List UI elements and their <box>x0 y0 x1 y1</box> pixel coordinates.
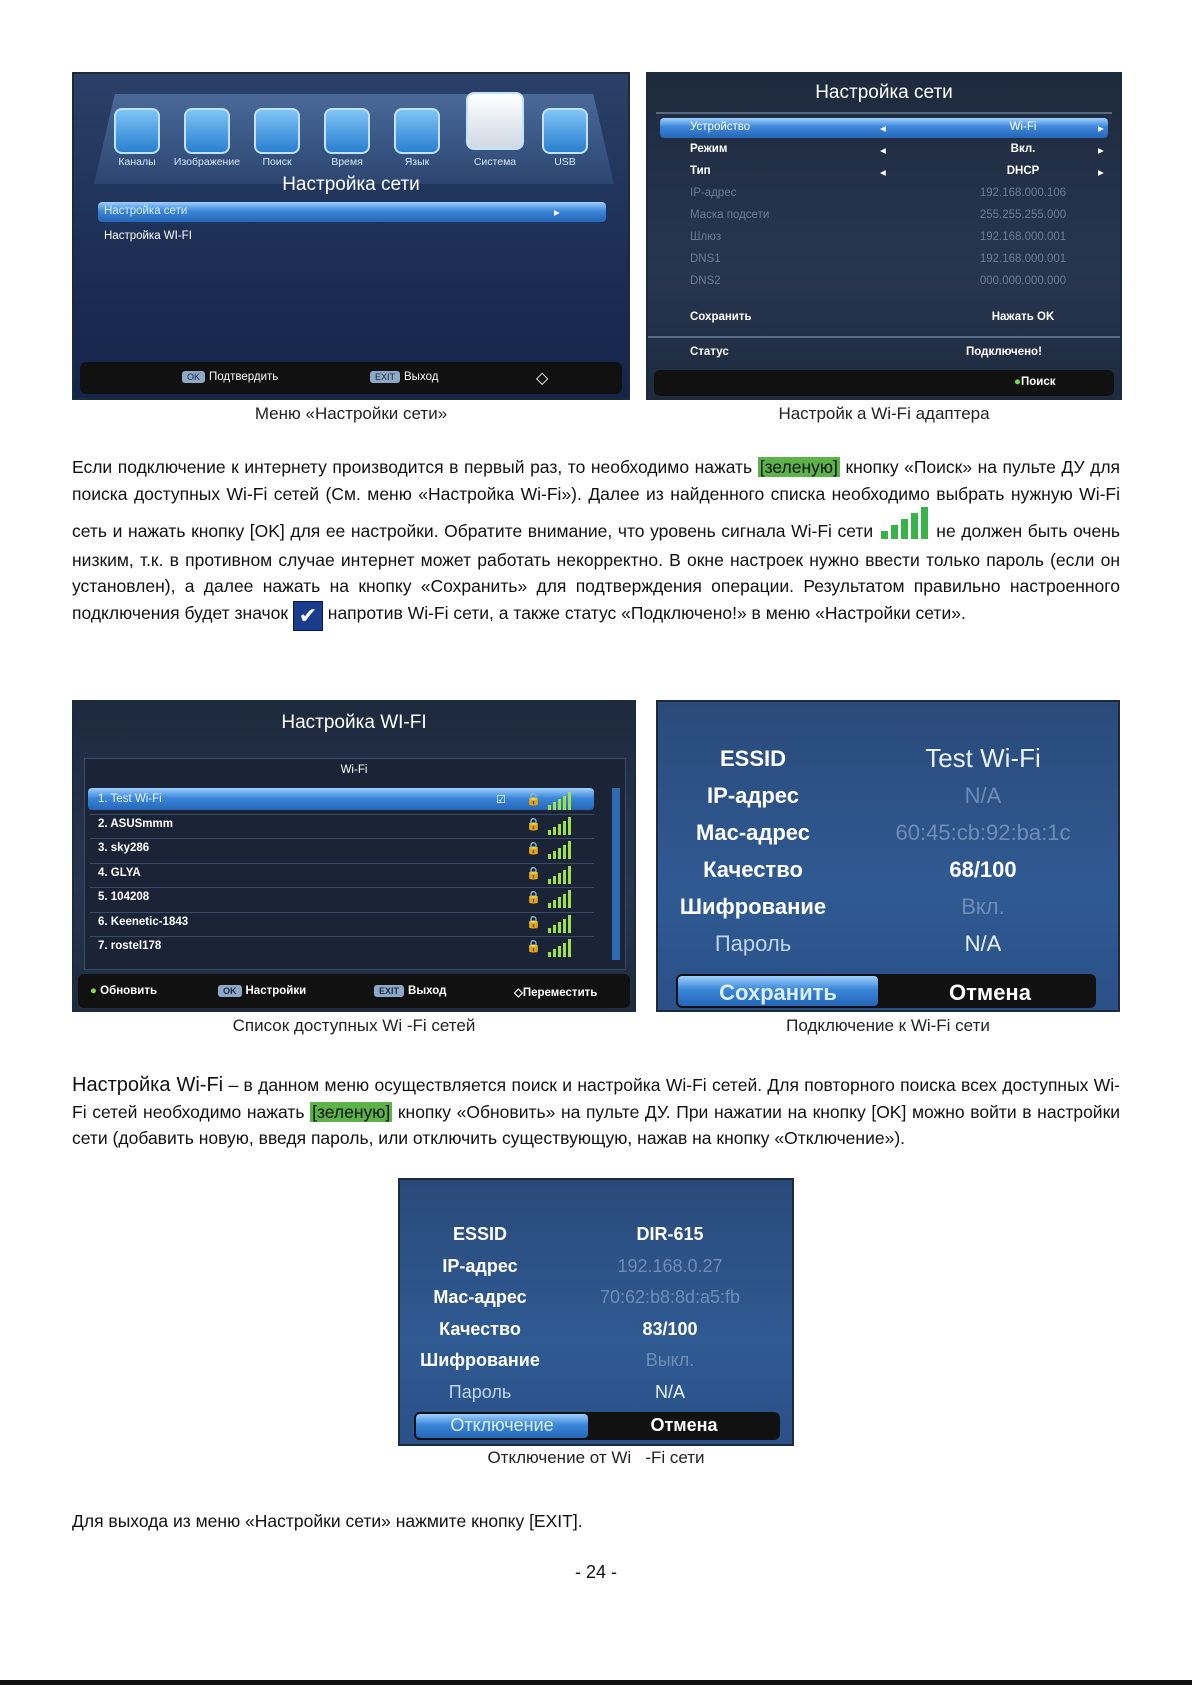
setting-value: Wi-Fi <box>1009 121 1037 133</box>
row-divider <box>90 838 594 839</box>
wifi-network-row[interactable] <box>90 790 600 814</box>
exit-label: Выход <box>404 371 439 383</box>
lock-icon: 🔒 <box>526 939 541 953</box>
signal-icon <box>548 792 574 813</box>
search-icon[interactable] <box>254 108 300 154</box>
setting-label: IP-адрес <box>690 187 737 199</box>
paragraph-first-connection <box>72 454 1120 631</box>
footer-exit[interactable] <box>370 371 438 383</box>
disconnect-label-row: Пароль <box>448 1381 512 1402</box>
setting-value: 192.168.000.001 <box>979 253 1067 265</box>
para1-text-d: напротив Wi-Fi сети, а также статус «Подключено!» в меню «Настройки сети». <box>322 602 966 623</box>
arrow-right-icon[interactable]: ▸ <box>1098 145 1104 157</box>
globe-icon[interactable] <box>394 108 440 154</box>
disconnect-value-row: 192.168.0.27 <box>617 1255 723 1276</box>
disconnect-label-row: Шифрование <box>420 1350 540 1370</box>
para2-text-a: – в данном меню осуществляется поиск и настройка Wi-Fi сетей. Для повторного поиска всех доступных Wi-Fi сетей необходимо нажать <box>72 1075 1120 1122</box>
para1-text-a: Если подключение к интернету производится в первый раз, то необходимо нажать <box>72 457 758 477</box>
wifi-network-name: 4. GLYA <box>98 866 141 879</box>
green-highlight: [зеленую] <box>312 1101 391 1122</box>
setting-label[interactable]: Тип <box>690 165 711 177</box>
checkbox-icon: ✔ <box>293 601 323 631</box>
signal-icon <box>548 866 574 887</box>
green-dot-icon: ● <box>1014 376 1021 388</box>
channels-icon[interactable] <box>114 108 160 154</box>
wifi-network-name: 6. Keenetic-1843 <box>98 915 189 928</box>
icon-label-system: Система <box>473 156 517 168</box>
menu-item-network[interactable]: Настройка сети <box>104 205 188 217</box>
wifi-list-title: Настройка WI-FI <box>281 712 427 733</box>
signal-icon <box>548 939 574 960</box>
setting-label: DNS2 <box>690 275 721 287</box>
row-divider <box>90 887 594 888</box>
connect-value: 68/100 <box>949 857 1017 882</box>
arrow-right-icon[interactable]: ▸ <box>1098 123 1104 135</box>
icon-label-time: Время <box>331 156 363 168</box>
setting-value: Вкл. <box>1010 143 1036 155</box>
setting-value: 192.168.000.001 <box>979 231 1067 243</box>
confirm-label: Подтвердить <box>209 371 279 383</box>
disconnect-label-row: Качество <box>439 1318 521 1339</box>
disconnect-label-row: IP-адрес <box>442 1255 518 1276</box>
move-label: Переместить <box>522 987 598 999</box>
search-button[interactable] <box>1014 376 1055 388</box>
setting-value: Нажать OK <box>991 311 1055 323</box>
lock-icon: 🔒 <box>526 914 541 929</box>
setting-value: 000.000.000.000 <box>979 275 1067 287</box>
screenshot-network-menu <box>72 72 630 400</box>
refresh-button[interactable] <box>90 985 157 997</box>
wifi-network-name: 3. sky286 <box>98 842 150 854</box>
move-button[interactable] <box>514 985 597 999</box>
cancel-button[interactable]: Отмена <box>949 980 1031 1005</box>
connect-label: ESSID <box>719 746 787 771</box>
disconnect-label: Отключение <box>450 1415 554 1435</box>
row-divider <box>90 936 594 937</box>
connect-label: Качество <box>703 857 803 882</box>
connect-value: N/A <box>964 931 1002 956</box>
paragraph-wifi-settings <box>72 1072 1120 1152</box>
lock-icon: 🔒 <box>526 865 541 880</box>
screenshot-wifi-connect <box>656 700 1120 1012</box>
signal-icon <box>548 841 574 862</box>
caption-wifi-connect: Подключение к Wi-Fi сети <box>786 1016 990 1035</box>
footer-ok[interactable] <box>182 371 278 383</box>
connect-value: 60:45:cb:92:ba:1c <box>895 820 1071 845</box>
screenshot-adapter-settings <box>646 72 1122 400</box>
screenshot-wifi-list <box>72 700 636 1012</box>
wifi-network-name: 5. 104208 <box>98 891 150 903</box>
paragraph-exit: Для выхода из меню «Настройки сети» нажмите кнопку [EXIT]. <box>72 1511 583 1531</box>
setting-label[interactable]: Сохранить <box>690 311 752 323</box>
settings-button[interactable] <box>218 985 306 997</box>
caption-network-menu: Меню «Настройки сети» <box>254 404 448 423</box>
green-dot-icon: ● <box>90 985 97 997</box>
disconnect-value-row: 83/100 <box>642 1318 698 1339</box>
setting-value: 192.168.000.106 <box>979 187 1067 199</box>
icon-label-search: Поиск <box>262 156 292 168</box>
para2-lead: Настройка Wi-Fi <box>72 1074 224 1096</box>
wifi-list-header: Wi-Fi <box>340 764 368 776</box>
disconnect-label-row: ESSID <box>452 1224 508 1244</box>
checkbox-icon: ☑ <box>496 794 506 806</box>
search-label: Поиск <box>1020 376 1056 388</box>
setting-label: Шлюз <box>690 231 722 243</box>
exit-label: Выход <box>408 985 447 997</box>
title-divider <box>656 112 1112 114</box>
usb-icon[interactable] <box>542 108 588 154</box>
cancel-button[interactable]: Отмена <box>650 1415 718 1435</box>
exit-key: EXIT <box>370 371 400 383</box>
wifi-network-row[interactable] <box>90 864 600 888</box>
icon-label-language: Язык <box>404 156 430 168</box>
wifi-network-row[interactable] <box>90 913 600 937</box>
para2-text-b: кнопку «Обновить» на пульте ДУ. При нажатии на кнопку [OK] можно войти в настройки сети (добавить новую, введя пароль, или отключить существующую, нажав на кнопку «Отключение»). <box>72 1101 1121 1148</box>
row-divider <box>90 814 594 815</box>
setting-label: Маска подсети <box>690 209 770 221</box>
setting-label: DNS1 <box>690 253 721 265</box>
status-value: Подключено! <box>966 346 1042 358</box>
lock-icon: 🔒 <box>526 841 541 855</box>
page-number: - 24 - <box>574 1562 617 1582</box>
scrollbar[interactable] <box>612 788 620 960</box>
setting-value: DHCP <box>1006 165 1040 177</box>
connect-label: IP-адрес <box>707 783 799 808</box>
settings-label: Настройки <box>245 985 307 997</box>
connect-label: Пароль <box>714 931 792 956</box>
connect-value: N/A <box>964 783 1002 808</box>
ok-key: OK <box>182 371 205 383</box>
wifi-network-name: 7. rostel178 <box>98 940 162 952</box>
wifi-network-row[interactable] <box>90 888 600 912</box>
navigate-icon: ◇ <box>536 370 549 387</box>
lock-icon: 🔒 <box>526 816 541 831</box>
clock-icon[interactable] <box>324 108 370 154</box>
para1-text-b: кнопку «Поиск» на пульте ДУ для поиска доступных Wi-Fi сетей (См. меню «Настройка Wi-Fi»). Далее из найденного списка необходимо выбрать нужную Wi-Fi сеть и нажать кнопку [OK] для ее настройки. Обратите внимание, что уровень сигнала Wi-Fi сети <box>72 457 1121 541</box>
signal-icon <box>548 817 574 838</box>
status-label: Статус <box>690 346 729 358</box>
arrow-left-icon[interactable]: ◂ <box>880 145 886 157</box>
disconnect-label-row: Mac-адрес <box>433 1287 527 1307</box>
disconnect-value-row: 70:62:b8:8d:a5:fb <box>599 1287 741 1307</box>
exit-key: EXIT <box>374 985 404 997</box>
wifi-network-name: 1. Test Wi-Fi <box>98 793 162 805</box>
status-divider <box>648 336 1120 338</box>
caption-wifi-list: Список доступных Wi -Fi сетей <box>232 1016 476 1035</box>
screenshot-wifi-disconnect <box>398 1178 794 1446</box>
save-label: Сохранить <box>719 980 837 1005</box>
wifi-network-row[interactable] <box>90 839 600 863</box>
wifi-network-name: 2. ASUSmmm <box>98 817 173 830</box>
menu-title: Настройка сети <box>282 174 420 195</box>
signal-icon <box>548 890 574 911</box>
picture-icon[interactable] <box>184 108 230 154</box>
setting-label[interactable]: Режим <box>690 143 728 155</box>
menu-item-wifi[interactable]: Настройка WI-FI <box>104 230 192 242</box>
icon-label-picture: Изображение <box>173 156 241 168</box>
arrow-left-icon[interactable]: ◂ <box>880 167 886 179</box>
wifi-network-row[interactable] <box>90 815 600 839</box>
connect-label: Шифрование <box>679 894 827 919</box>
signal-icon <box>548 915 574 936</box>
connect-value: Вкл. <box>961 894 1005 919</box>
connect-value: Test Wi-Fi <box>925 743 1041 773</box>
bottom-rule <box>0 1680 1192 1685</box>
connect-label: Mac-адрес <box>696 820 810 845</box>
green-highlight: [зеленую] <box>759 457 838 477</box>
adapter-title: Настройка сети <box>815 82 953 103</box>
row-divider <box>90 863 594 864</box>
para1-text-c: не должен быть очень низким, т.к. в противном случае интернет может работать некорректно. В окне настроек нужно ввести только пароль (если он установлен), а далее нажать на кнопку «Сохранить» для подтверждения операции. Результатом правильно настроенного подключения будет значок <box>72 521 1120 623</box>
arrow-right-icon: ▸ <box>554 207 560 219</box>
setting-value: 255.255.255.000 <box>979 209 1067 221</box>
disconnect-value-row: Выкл. <box>645 1350 695 1370</box>
disconnect-value-row: N/A <box>654 1381 685 1402</box>
caption-adapter: Настройк а Wi-Fi адаптера <box>778 404 990 423</box>
disconnect-value-row: DIR-615 <box>636 1224 704 1244</box>
navigate-icon: ◇ <box>514 987 523 999</box>
ok-key: OK <box>218 985 242 997</box>
arrow-right-icon[interactable]: ▸ <box>1098 167 1104 179</box>
exit-button[interactable] <box>374 985 446 997</box>
refresh-label: Обновить <box>100 985 158 997</box>
lock-icon: 🔒 <box>526 792 541 806</box>
setting-label[interactable]: Устройство <box>690 121 751 133</box>
tools-icon[interactable] <box>466 92 524 150</box>
signal-bars-icon <box>881 507 929 547</box>
icon-label-channels: Каналы <box>118 156 156 168</box>
row-divider <box>90 912 594 913</box>
icon-label-usb: USB <box>554 156 576 168</box>
caption-wifi-disconnect: Отключение от Wi -Fi сети <box>487 1448 705 1467</box>
wifi-network-row[interactable] <box>90 937 600 961</box>
arrow-left-icon[interactable]: ◂ <box>880 123 886 135</box>
lock-icon: 🔒 <box>526 890 541 904</box>
